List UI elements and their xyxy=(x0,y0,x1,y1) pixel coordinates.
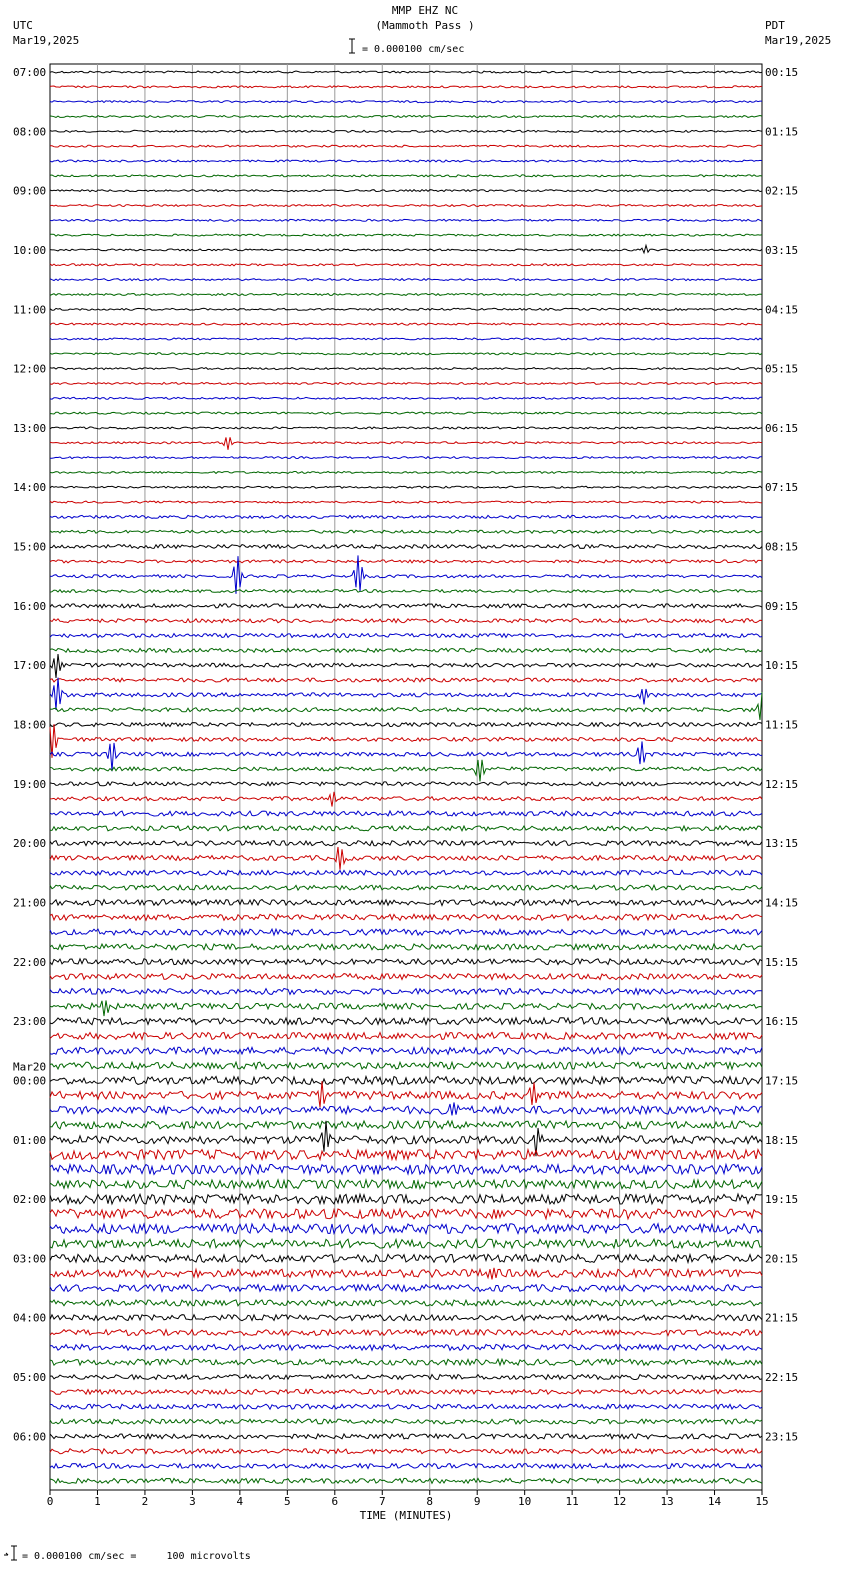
x-tick-label: 14 xyxy=(707,1495,722,1508)
pdt-hour-label: 23:15 xyxy=(765,1430,799,1444)
x-axis-label: TIME (MINUTES) xyxy=(359,1509,453,1522)
x-tick-label: 13 xyxy=(660,1495,674,1508)
trace-line xyxy=(50,86,762,88)
trace-line xyxy=(50,1315,762,1321)
utc-hour-label: 16:00 xyxy=(13,599,47,613)
trace-line xyxy=(50,130,762,132)
trace-line xyxy=(50,1449,762,1454)
trace-line xyxy=(50,782,762,786)
trace-line xyxy=(50,1375,762,1380)
helicorder-traces xyxy=(50,71,762,1483)
utc-hour-label: 15:00 xyxy=(13,540,47,554)
x-tick-label: 9 xyxy=(473,1495,481,1508)
trace-line xyxy=(50,1285,762,1292)
trace-line xyxy=(50,471,762,473)
trace-line xyxy=(50,160,762,162)
pdt-hour-label: 21:15 xyxy=(765,1311,799,1325)
trace-line xyxy=(50,648,762,652)
trace-line xyxy=(50,604,762,608)
x-tick-label: 0 xyxy=(46,1495,54,1508)
pdt-hour-label: 03:15 xyxy=(765,243,799,257)
utc-hour-label: 00:00 xyxy=(13,1074,47,1088)
trace-line xyxy=(50,501,762,503)
trace-line xyxy=(50,515,762,518)
utc-hour-label: 22:00 xyxy=(13,955,47,969)
pdt-hour-label: 22:15 xyxy=(765,1371,799,1385)
trace-line xyxy=(50,959,762,965)
x-tick-label: 5 xyxy=(284,1495,291,1508)
trace-line xyxy=(50,368,762,370)
x-tick-label: 12 xyxy=(612,1495,627,1508)
time-gridlines xyxy=(50,64,762,1490)
trace-line xyxy=(50,914,762,920)
station-location: (Mammoth Pass ) xyxy=(375,19,475,32)
pdt-hour-label: 19:15 xyxy=(765,1193,799,1207)
trace-line xyxy=(50,279,762,281)
utc-hour-label: 21:00 xyxy=(13,896,47,910)
trace-line xyxy=(50,1404,762,1409)
trace-line xyxy=(50,741,762,771)
trace-line xyxy=(50,116,762,118)
trace-line xyxy=(50,190,762,192)
utc-hour-label: 03:00 xyxy=(13,1252,47,1266)
trace-line xyxy=(50,619,762,623)
trace-line xyxy=(50,847,762,870)
x-tick-label: 10 xyxy=(518,1495,532,1508)
x-tick-label: 11 xyxy=(565,1495,579,1508)
pdt-hour-label: 06:15 xyxy=(765,421,799,435)
trace-line xyxy=(50,175,762,177)
trace-line xyxy=(50,929,762,935)
trace-line xyxy=(50,1001,762,1017)
utc-hour-label: 04:00 xyxy=(13,1311,47,1325)
pdt-hour-label: 17:15 xyxy=(765,1074,799,1088)
pdt-hour-label: 20:15 xyxy=(765,1252,799,1266)
x-tick-label: 15 xyxy=(755,1495,769,1508)
trace-line xyxy=(50,437,762,450)
utc-hour-label: 19:00 xyxy=(13,777,47,791)
pdt-hour-label: 12:15 xyxy=(765,777,799,791)
trace-line xyxy=(50,205,762,207)
utc-date-label: Mar20 xyxy=(13,1060,47,1074)
utc-hour-label: 20:00 xyxy=(13,837,47,851)
trace-line xyxy=(50,841,762,846)
trace-line xyxy=(50,811,762,816)
trace-line xyxy=(50,560,762,563)
trace-line xyxy=(50,1209,762,1219)
utc-hour-label: 01:00 xyxy=(13,1133,47,1147)
trace-line xyxy=(50,1077,762,1085)
trace-line xyxy=(50,245,762,253)
utc-hour-label: 12:00 xyxy=(13,362,47,376)
trace-line xyxy=(50,308,762,310)
utc-hour-label: 02:00 xyxy=(13,1193,47,1207)
trace-line xyxy=(50,323,762,325)
station-title: MMP EHZ NC xyxy=(391,4,459,17)
utc-hour-label: 09:00 xyxy=(13,184,47,198)
pdt-hour-label: 00:15 xyxy=(765,66,799,79)
trace-line xyxy=(50,397,762,399)
trace-line xyxy=(50,427,762,429)
pdt-hour-label: 04:15 xyxy=(765,303,799,317)
trace-line xyxy=(50,654,762,678)
x-tick-label: 7 xyxy=(378,1495,386,1508)
trace-line xyxy=(50,1239,762,1248)
trace-line xyxy=(50,1102,762,1115)
trace-line xyxy=(50,1330,762,1336)
left-timezone: UTC xyxy=(13,19,33,32)
scale-bar-icon xyxy=(349,39,355,53)
trace-line xyxy=(50,870,762,875)
utc-hour-label: 06:00 xyxy=(13,1430,47,1444)
x-tick-label: 4 xyxy=(236,1495,244,1508)
trace-line xyxy=(50,1464,762,1469)
trace-line xyxy=(50,1389,762,1394)
trace-line xyxy=(50,530,762,533)
trace-line xyxy=(50,1081,762,1107)
utc-hour-label: 05:00 xyxy=(13,1371,47,1385)
trace-line xyxy=(50,1047,762,1054)
scale-label: = 0.000100 cm/sec xyxy=(362,44,465,55)
pdt-hour-label: 14:15 xyxy=(765,896,799,910)
trace-line xyxy=(50,1478,762,1483)
trace-line xyxy=(50,486,762,488)
trace-line xyxy=(50,1344,762,1350)
trace-line xyxy=(50,382,762,384)
pdt-hour-label: 07:15 xyxy=(765,481,799,495)
footer-scale-bar-icon xyxy=(4,1546,17,1560)
trace-line xyxy=(50,1434,762,1439)
x-tick-label: 3 xyxy=(189,1495,196,1508)
utc-hour-label: 14:00 xyxy=(13,481,47,495)
trace-line xyxy=(50,944,762,950)
trace-line xyxy=(50,1062,762,1069)
trace-line xyxy=(50,71,762,73)
trace-line xyxy=(50,457,762,459)
utc-hour-label: 11:00 xyxy=(13,303,47,317)
trace-line xyxy=(50,264,762,266)
utc-hour-label: 23:00 xyxy=(13,1015,47,1029)
utc-hour-label: 07:00 xyxy=(13,66,47,79)
trace-line xyxy=(50,1018,762,1025)
x-tick-label: 8 xyxy=(426,1495,434,1508)
trace-line xyxy=(50,1150,762,1160)
x-tick-label: 1 xyxy=(94,1495,101,1508)
right-date: Mar19,2025 xyxy=(765,34,832,47)
trace-line xyxy=(50,1254,762,1262)
trace-line xyxy=(50,1033,762,1040)
x-tick-label: 6 xyxy=(331,1495,339,1508)
trace-line xyxy=(50,1121,762,1129)
trace-line xyxy=(50,792,762,807)
trace-line xyxy=(50,760,762,782)
pdt-hour-label: 11:15 xyxy=(765,718,799,732)
trace-line xyxy=(50,634,762,638)
pdt-hour-label: 15:15 xyxy=(765,955,799,969)
trace-line xyxy=(50,989,762,995)
trace-line xyxy=(50,219,762,221)
plot-frame xyxy=(50,64,762,1490)
utc-hour-label: 10:00 xyxy=(13,243,47,257)
trace-line xyxy=(50,145,762,147)
trace-line xyxy=(50,1300,762,1306)
trace-line xyxy=(50,1194,762,1204)
trace-line xyxy=(50,234,762,236)
footer-scale-label: = 0.000100 cm/sec = 100 microvolts xyxy=(22,1551,251,1562)
trace-line xyxy=(50,101,762,103)
pdt-hour-label: 13:15 xyxy=(765,837,799,851)
trace-line xyxy=(50,353,762,355)
right-timezone: PDT xyxy=(765,19,785,32)
trace-line xyxy=(50,1268,762,1280)
pdt-hour-label: 05:15 xyxy=(765,362,799,376)
utc-hour-label: 08:00 xyxy=(13,125,47,139)
trace-line xyxy=(50,826,762,831)
trace-line xyxy=(50,1164,762,1174)
trace-line xyxy=(50,590,762,593)
trace-line xyxy=(50,974,762,980)
trace-line xyxy=(50,1419,762,1424)
pdt-hour-label: 10:15 xyxy=(765,659,799,673)
pdt-hour-label: 09:15 xyxy=(765,599,799,613)
utc-hour-label: 18:00 xyxy=(13,718,47,732)
trace-line xyxy=(50,1359,762,1365)
trace-line xyxy=(50,723,762,727)
x-tick-label: 2 xyxy=(141,1495,149,1508)
pdt-hour-label: 02:15 xyxy=(765,184,799,198)
trace-line xyxy=(50,678,762,682)
time-axis xyxy=(47,1490,769,1522)
pdt-hour-label: 01:15 xyxy=(765,125,799,139)
trace-line xyxy=(50,338,762,340)
trace-line xyxy=(50,678,762,710)
trace-line xyxy=(50,900,762,906)
pdt-hour-label: 16:15 xyxy=(765,1015,799,1029)
trace-line xyxy=(50,1224,762,1234)
trace-line xyxy=(50,412,762,414)
trace-line xyxy=(50,545,762,549)
pdt-hour-label: 18:15 xyxy=(765,1133,799,1147)
left-date: Mar19,2025 xyxy=(13,34,80,47)
utc-hour-label: 13:00 xyxy=(13,421,47,435)
trace-line xyxy=(50,1180,762,1189)
utc-hour-label: 17:00 xyxy=(13,659,47,673)
pdt-hour-label: 08:15 xyxy=(765,540,799,554)
trace-line xyxy=(50,294,762,296)
trace-line xyxy=(50,885,762,890)
